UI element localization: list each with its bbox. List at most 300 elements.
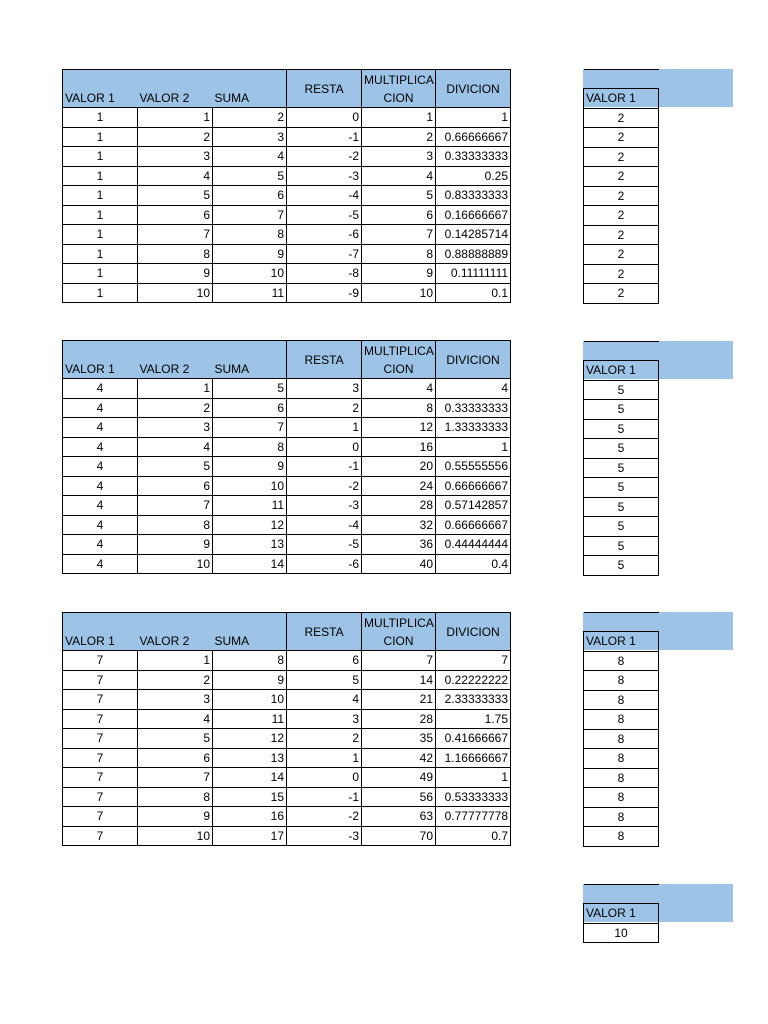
table-row <box>63 554 511 574</box>
cell-suma: 12 <box>213 515 287 535</box>
table-row <box>63 457 511 477</box>
cell-suma: 14 <box>213 768 287 788</box>
cell-valor1: 1 <box>63 186 138 206</box>
col-header-division: DIVICION <box>436 341 511 379</box>
table-1-header <box>63 70 511 108</box>
cell-valor1: 4 <box>63 554 138 574</box>
col-header-suma: SUMA <box>213 632 287 651</box>
cell-multiplicacion: 3 <box>362 147 436 167</box>
header-band <box>63 70 287 89</box>
table-row <box>584 458 659 478</box>
cell-resta: 1 <box>287 418 362 438</box>
cell-multiplicacion: 1 <box>362 108 436 128</box>
cell-valor1: 7 <box>63 690 138 710</box>
side-header-top <box>584 342 659 361</box>
cell-resta: 3 <box>287 709 362 729</box>
side-header-valor1: VALOR 1 <box>584 904 659 924</box>
table-row <box>63 807 511 827</box>
table-row <box>584 768 659 788</box>
table-row <box>584 923 659 943</box>
cell-resta: -3 <box>287 166 362 186</box>
col-header-suma: SUMA <box>213 360 287 379</box>
table-row <box>63 108 511 128</box>
cell-multiplicacion: 56 <box>362 787 436 807</box>
cell-multiplicacion: 10 <box>362 283 436 303</box>
cell-valor1: 7 <box>63 670 138 690</box>
cell-resta: 2 <box>287 729 362 749</box>
cell-valor1: 1 <box>63 166 138 186</box>
side-table-body <box>584 651 659 846</box>
cell-valor1: 5 <box>584 478 659 498</box>
col-header-valor1: VALOR 1 <box>63 360 138 379</box>
cell-division: 0.16666667 <box>436 205 511 225</box>
table-row <box>584 245 659 265</box>
cell-valor1: 7 <box>63 748 138 768</box>
side-header-valor1: VALOR 1 <box>584 89 659 109</box>
cell-multiplicacion: 28 <box>362 496 436 516</box>
table-row <box>584 729 659 749</box>
cell-multiplicacion: 8 <box>362 398 436 418</box>
cell-resta: -3 <box>287 826 362 846</box>
cell-valor2: 10 <box>138 283 213 303</box>
side-table-grid <box>583 612 659 847</box>
side-table-grid <box>583 884 659 943</box>
cell-division: 4 <box>436 379 511 399</box>
cell-valor1: 2 <box>584 245 659 265</box>
cell-suma: 9 <box>213 457 287 477</box>
col-header-division: DIVICION <box>436 613 511 651</box>
table-row <box>63 670 511 690</box>
cell-valor1: 1 <box>63 283 138 303</box>
cell-suma: 4 <box>213 147 287 167</box>
cell-multiplicacion: 35 <box>362 729 436 749</box>
cell-valor1: 2 <box>584 147 659 167</box>
cell-multiplicacion: 4 <box>362 379 436 399</box>
table-row <box>63 651 511 671</box>
col-header-resta: RESTA <box>287 341 362 379</box>
table-row <box>63 166 511 186</box>
cell-valor1: 2 <box>584 284 659 304</box>
table-2-body <box>63 379 511 574</box>
cell-multiplicacion: 7 <box>362 225 436 245</box>
cell-resta: 0 <box>287 437 362 457</box>
table-row <box>584 400 659 420</box>
table-row <box>584 380 659 400</box>
table-row <box>584 749 659 769</box>
operations-table-3 <box>62 612 511 846</box>
cell-suma: 16 <box>213 807 287 827</box>
table-row <box>584 186 659 206</box>
table-row <box>584 497 659 517</box>
cell-resta: 0 <box>287 108 362 128</box>
table-row <box>584 827 659 847</box>
cell-resta: -1 <box>287 127 362 147</box>
col-header-multiplicacion: MULTIPLICA CION <box>362 341 436 379</box>
col-header-valor1: VALOR 1 <box>63 89 138 108</box>
side-table-grid <box>583 341 659 576</box>
cell-valor2: 7 <box>138 768 213 788</box>
col-header-multiplicacion: MULTIPLICA CION <box>362 70 436 108</box>
cell-valor1: 8 <box>584 827 659 847</box>
cell-resta: -7 <box>287 244 362 264</box>
cell-valor1: 4 <box>63 418 138 438</box>
cell-valor2: 9 <box>138 535 213 555</box>
cell-resta: -8 <box>287 264 362 284</box>
side-table-body <box>584 923 659 943</box>
table-row <box>584 556 659 576</box>
cell-multiplicacion: 14 <box>362 670 436 690</box>
cell-valor1: 1 <box>63 147 138 167</box>
table-row <box>584 167 659 187</box>
cell-valor1: 1 <box>63 244 138 264</box>
table-row <box>584 517 659 537</box>
col-header-resta: RESTA <box>287 70 362 108</box>
cell-suma: 14 <box>213 554 287 574</box>
cell-valor1: 10 <box>584 923 659 943</box>
cell-division: 0.22222222 <box>436 670 511 690</box>
cell-suma: 7 <box>213 418 287 438</box>
table-row <box>63 379 511 399</box>
cell-valor1: 4 <box>63 496 138 516</box>
table-row <box>584 710 659 730</box>
cell-multiplicacion: 28 <box>362 709 436 729</box>
cell-suma: 9 <box>213 244 287 264</box>
table-row <box>584 651 659 671</box>
table-row <box>63 437 511 457</box>
table-row <box>63 535 511 555</box>
cell-valor2: 2 <box>138 670 213 690</box>
cell-multiplicacion: 42 <box>362 748 436 768</box>
table-row <box>584 206 659 226</box>
cell-valor1: 8 <box>584 807 659 827</box>
header-band <box>63 341 287 360</box>
cell-valor1: 1 <box>63 264 138 284</box>
cell-valor2: 4 <box>138 166 213 186</box>
table-2-header <box>63 341 511 379</box>
cell-valor2: 8 <box>138 515 213 535</box>
table-row <box>584 439 659 459</box>
cell-multiplicacion: 70 <box>362 826 436 846</box>
cell-resta: -1 <box>287 787 362 807</box>
cell-valor2: 7 <box>138 225 213 245</box>
cell-suma: 6 <box>213 398 287 418</box>
cell-valor2: 9 <box>138 264 213 284</box>
cell-valor1: 1 <box>63 108 138 128</box>
cell-valor1: 4 <box>63 476 138 496</box>
cell-suma: 11 <box>213 283 287 303</box>
cell-division: 7 <box>436 651 511 671</box>
cell-division: 1 <box>436 768 511 788</box>
cell-suma: 6 <box>213 186 287 206</box>
cell-resta: -5 <box>287 205 362 225</box>
table-row <box>63 398 511 418</box>
cell-resta: 3 <box>287 379 362 399</box>
table-row <box>63 418 511 438</box>
cell-suma: 17 <box>213 826 287 846</box>
cell-resta: -4 <box>287 186 362 206</box>
cell-suma: 13 <box>213 535 287 555</box>
cell-suma: 15 <box>213 787 287 807</box>
cell-multiplicacion: 32 <box>362 515 436 535</box>
cell-suma: 13 <box>213 748 287 768</box>
cell-valor1: 2 <box>584 206 659 226</box>
cell-valor2: 6 <box>138 476 213 496</box>
table-row <box>63 690 511 710</box>
table-row <box>63 496 511 516</box>
cell-valor1: 8 <box>584 729 659 749</box>
side-table-grid <box>583 69 659 304</box>
cell-suma: 9 <box>213 670 287 690</box>
table-row <box>584 108 659 128</box>
cell-valor1: 5 <box>584 517 659 537</box>
cell-resta: -9 <box>287 283 362 303</box>
cell-valor1: 1 <box>63 205 138 225</box>
table-row <box>63 515 511 535</box>
cell-valor2: 9 <box>138 807 213 827</box>
table-1-body <box>63 108 511 303</box>
table-row <box>584 419 659 439</box>
cell-resta: -3 <box>287 496 362 516</box>
cell-resta: -2 <box>287 476 362 496</box>
cell-valor1: 1 <box>63 127 138 147</box>
cell-valor2: 5 <box>138 457 213 477</box>
cell-valor1: 2 <box>584 264 659 284</box>
cell-multiplicacion: 16 <box>362 437 436 457</box>
cell-suma: 8 <box>213 225 287 245</box>
col-header-valor2: VALOR 2 <box>138 89 213 108</box>
cell-valor1: 4 <box>63 437 138 457</box>
cell-division: 1.33333333 <box>436 418 511 438</box>
cell-valor2: 3 <box>138 690 213 710</box>
cell-valor1: 7 <box>63 807 138 827</box>
cell-resta: 6 <box>287 651 362 671</box>
cell-valor1: 1 <box>63 225 138 245</box>
cell-valor2: 3 <box>138 147 213 167</box>
cell-suma: 2 <box>213 108 287 128</box>
cell-division: 0.14285714 <box>436 225 511 245</box>
cell-suma: 10 <box>213 264 287 284</box>
table-row <box>63 147 511 167</box>
table-row <box>584 478 659 498</box>
cell-multiplicacion: 2 <box>362 127 436 147</box>
col-header-resta: RESTA <box>287 613 362 651</box>
cell-valor2: 2 <box>138 398 213 418</box>
cell-multiplicacion: 12 <box>362 418 436 438</box>
cell-valor1: 8 <box>584 651 659 671</box>
cell-division: 0.4 <box>436 554 511 574</box>
cell-valor1: 8 <box>584 788 659 808</box>
table-row <box>63 748 511 768</box>
cell-valor2: 4 <box>138 437 213 457</box>
side-header-valor1: VALOR 1 <box>584 361 659 381</box>
cell-valor2: 6 <box>138 205 213 225</box>
table-row <box>63 787 511 807</box>
table-row <box>63 127 511 147</box>
cell-valor1: 4 <box>63 457 138 477</box>
cell-multiplicacion: 7 <box>362 651 436 671</box>
table-row <box>584 807 659 827</box>
cell-division: 0.66666667 <box>436 515 511 535</box>
cell-valor1: 7 <box>63 709 138 729</box>
cell-resta: -6 <box>287 225 362 245</box>
cell-division: 0.11111111 <box>436 264 511 284</box>
table-row <box>63 283 511 303</box>
cell-valor1: 5 <box>584 400 659 420</box>
side-header-top <box>584 885 659 904</box>
cell-valor1: 5 <box>584 458 659 478</box>
cell-valor2: 4 <box>138 709 213 729</box>
cell-valor1: 5 <box>584 380 659 400</box>
cell-valor2: 3 <box>138 418 213 438</box>
table-row <box>63 264 511 284</box>
table-row <box>63 205 511 225</box>
table-row <box>63 225 511 245</box>
cell-valor2: 10 <box>138 554 213 574</box>
cell-valor2: 1 <box>138 108 213 128</box>
table-row <box>584 536 659 556</box>
cell-suma: 11 <box>213 496 287 516</box>
table-row <box>584 284 659 304</box>
cell-valor2: 2 <box>138 127 213 147</box>
cell-valor1: 7 <box>63 651 138 671</box>
col-header-valor1: VALOR 1 <box>63 632 138 651</box>
table-3-header <box>63 613 511 651</box>
table-row <box>584 264 659 284</box>
cell-valor1: 4 <box>63 515 138 535</box>
side-table-body <box>584 380 659 575</box>
cell-multiplicacion: 4 <box>362 166 436 186</box>
cell-valor1: 2 <box>584 167 659 187</box>
table-row <box>584 690 659 710</box>
table-row <box>63 729 511 749</box>
table-row <box>584 225 659 245</box>
table-row <box>63 186 511 206</box>
cell-suma: 10 <box>213 476 287 496</box>
cell-resta: -6 <box>287 554 362 574</box>
cell-valor2: 5 <box>138 186 213 206</box>
cell-division: 0.41666667 <box>436 729 511 749</box>
cell-division: 0.77777778 <box>436 807 511 827</box>
cell-valor1: 5 <box>584 419 659 439</box>
table-row <box>584 128 659 148</box>
cell-division: 0.33333333 <box>436 147 511 167</box>
cell-division: 0.33333333 <box>436 398 511 418</box>
cell-division: 1.16666667 <box>436 748 511 768</box>
table-row <box>63 244 511 264</box>
cell-division: 0.88888889 <box>436 244 511 264</box>
cell-division: 0.83333333 <box>436 186 511 206</box>
cell-suma: 5 <box>213 379 287 399</box>
cell-division: 1 <box>436 108 511 128</box>
table-row <box>584 788 659 808</box>
cell-valor1: 7 <box>63 729 138 749</box>
cell-multiplicacion: 36 <box>362 535 436 555</box>
cell-valor2: 10 <box>138 826 213 846</box>
cell-valor1: 8 <box>584 749 659 769</box>
cell-suma: 3 <box>213 127 287 147</box>
side-header-top <box>584 613 659 632</box>
cell-valor1: 7 <box>63 787 138 807</box>
operations-table-1 <box>62 69 511 303</box>
cell-valor1: 2 <box>584 225 659 245</box>
cell-valor1: 8 <box>584 671 659 691</box>
col-header-suma: SUMA <box>213 89 287 108</box>
cell-division: 0.1 <box>436 283 511 303</box>
col-header-valor2: VALOR 2 <box>138 632 213 651</box>
cell-multiplicacion: 20 <box>362 457 436 477</box>
cell-valor1: 7 <box>63 768 138 788</box>
header-band <box>63 613 287 632</box>
cell-valor1: 4 <box>63 535 138 555</box>
cell-valor2: 1 <box>138 651 213 671</box>
cell-division: 0.57142857 <box>436 496 511 516</box>
cell-suma: 5 <box>213 166 287 186</box>
cell-suma: 8 <box>213 651 287 671</box>
cell-suma: 11 <box>213 709 287 729</box>
cell-valor2: 5 <box>138 729 213 749</box>
table-3-body <box>63 651 511 846</box>
cell-division: 0.25 <box>436 166 511 186</box>
cell-multiplicacion: 24 <box>362 476 436 496</box>
cell-resta: 0 <box>287 768 362 788</box>
cell-division: 0.66666667 <box>436 476 511 496</box>
cell-suma: 8 <box>213 437 287 457</box>
cell-division: 1.75 <box>436 709 511 729</box>
cell-resta: 1 <box>287 748 362 768</box>
cell-multiplicacion: 9 <box>362 264 436 284</box>
table-row <box>63 709 511 729</box>
cell-division: 0.53333333 <box>436 787 511 807</box>
cell-multiplicacion: 63 <box>362 807 436 827</box>
cell-division: 0.55555556 <box>436 457 511 477</box>
cell-multiplicacion: 6 <box>362 205 436 225</box>
cell-resta: 5 <box>287 670 362 690</box>
cell-multiplicacion: 21 <box>362 690 436 710</box>
cell-resta: 2 <box>287 398 362 418</box>
cell-valor1: 8 <box>584 690 659 710</box>
side-header-top <box>584 70 659 89</box>
cell-multiplicacion: 49 <box>362 768 436 788</box>
table-row <box>584 671 659 691</box>
table-row <box>584 147 659 167</box>
cell-valor1: 4 <box>63 398 138 418</box>
cell-valor1: 5 <box>584 556 659 576</box>
table-row <box>63 476 511 496</box>
side-table-body <box>584 108 659 303</box>
col-header-valor2: VALOR 2 <box>138 360 213 379</box>
cell-valor2: 7 <box>138 496 213 516</box>
cell-resta: -2 <box>287 147 362 167</box>
cell-suma: 10 <box>213 690 287 710</box>
col-header-division: DIVICION <box>436 70 511 108</box>
cell-valor1: 5 <box>584 536 659 556</box>
cell-division: 0.7 <box>436 826 511 846</box>
cell-valor2: 1 <box>138 379 213 399</box>
cell-division: 0.44444444 <box>436 535 511 555</box>
table-row <box>63 768 511 788</box>
cell-valor1: 8 <box>584 768 659 788</box>
cell-valor1: 5 <box>584 439 659 459</box>
cell-division: 0.66666667 <box>436 127 511 147</box>
cell-valor1: 8 <box>584 710 659 730</box>
cell-valor1: 2 <box>584 186 659 206</box>
cell-valor2: 8 <box>138 787 213 807</box>
cell-valor1: 2 <box>584 128 659 148</box>
cell-valor2: 8 <box>138 244 213 264</box>
cell-valor2: 6 <box>138 748 213 768</box>
cell-suma: 12 <box>213 729 287 749</box>
side-header-valor1: VALOR 1 <box>584 632 659 652</box>
